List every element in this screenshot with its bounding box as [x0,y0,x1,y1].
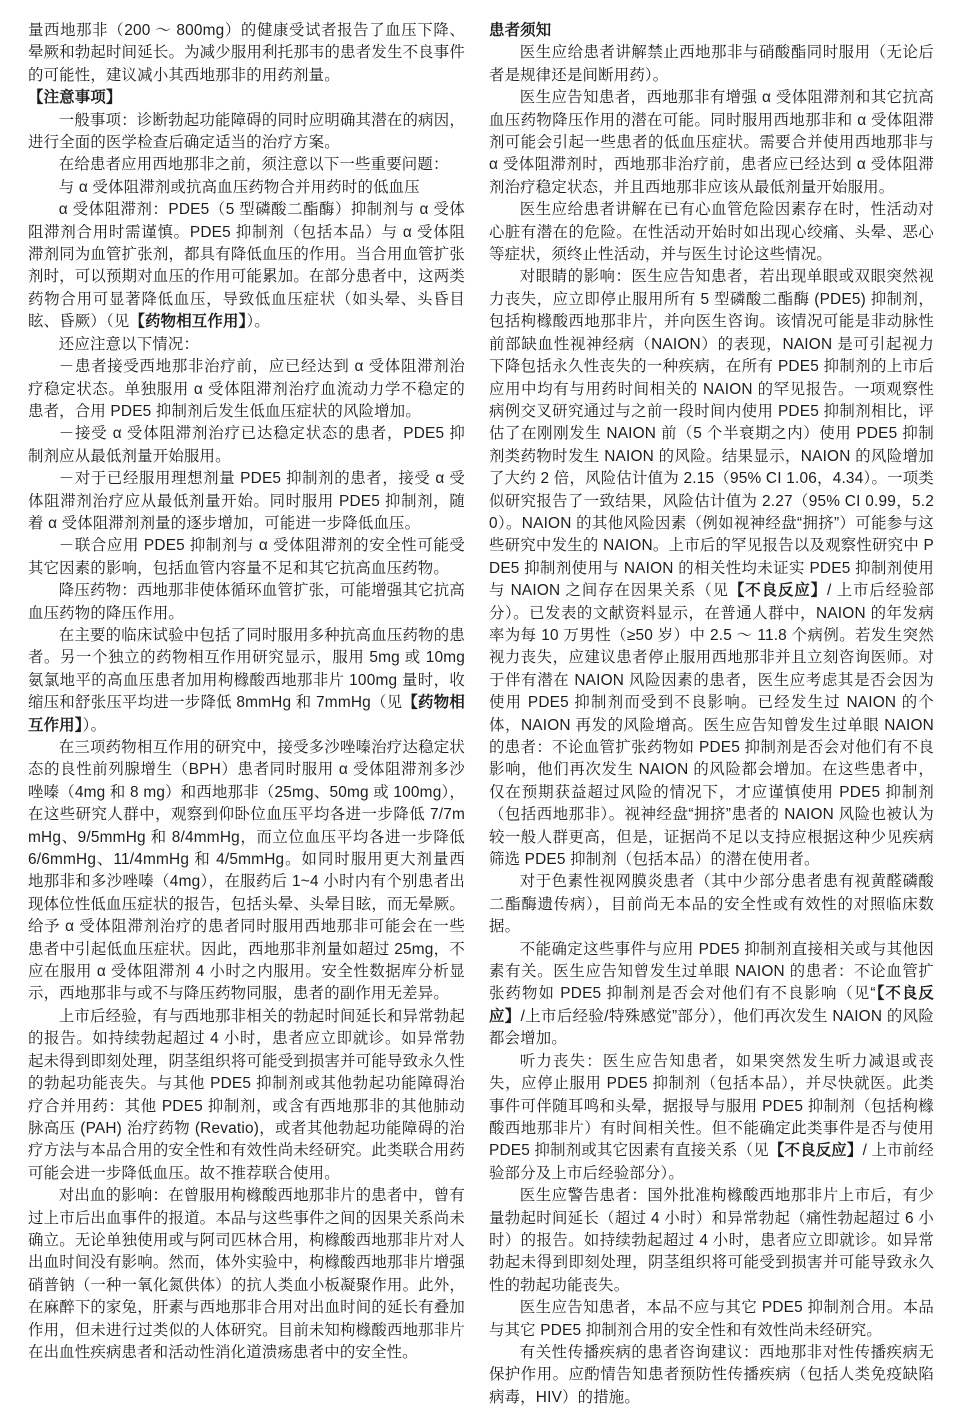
paragraph [489,1051,934,1185]
paragraph [489,42,934,87]
paragraph-text: 有关性传播疾病的患者咨询建议：西地那非对性传播疾病无保护作用。应酌情告知患者预防性传播疾病（包括人类免疫缺陷病毒，HIV）的措施。 [489,1343,934,1406]
paragraph [28,334,465,356]
paragraph-text: 不能确定这些事件与应用 PDE5 抑制剂直接相关或与其他因素有关。医生应告知曾发生过单眼 NAION 的患者：不论血管扩张药物如 PDE5 抑制剂是否会对他们有不良影响（见“ [489,940,934,1003]
paragraph-text: 医生应告知患者，本品不应与其它 PDE5 抑制剂合用。本品与其它 PDE5 抑制剂合用的安全性和有效性尚未经研究。 [489,1299,934,1339]
paragraph [489,199,934,266]
paragraph [28,110,465,155]
paragraph-group-precautions [28,110,465,1365]
paragraph [28,177,465,199]
bold-cross-reference: 【药物相互作用】 [129,313,247,331]
paragraph-text: 在给患者应用西地那非之前，须注意以下一些重要问题： [58,156,449,174]
paragraph [489,266,934,871]
paragraph [28,154,465,176]
bold-cross-reference: 【不良反应】 [728,582,827,600]
paragraph-text: 量西地那非（200 ～ 800mg）的健康受试者报告了血压下降、晕厥和勃起时间延长。为减少服用利托那韦的患者发生不良事件的可能性，建议减小其西地那非的用药剂量。 [28,22,465,84]
paragraph-text: －接受 α 受体阻滞剂治疗已达稳定状态的患者，PDE5 抑制剂应从最低剂量开始服用。 [28,425,465,465]
paragraph-text: α 受体阻滞剂：PDE5（5 型磷酸二酯酶）抑制剂与 α 受体阻滞剂合用时需谨慎。PDE5 抑制剂（包括本品）与 α 受体阻滞剂同为血管扩张剂，都具有降低血压的作用。当合用血管扩张剂时，可以预期对血压的作用可能累加。在部分患者中，这两类药物合用可显著降低血压，导致低血压症状（如头晕、头昏目眩、昏厥）（见 [28,201,465,331]
paragraph-text: /上市后经验/特殊感觉”部分），他们再次发生 NAION 的风险都会增加。 [489,1007,934,1048]
paragraph [489,939,934,1051]
section-heading-patient-information: 患者须知 [489,22,552,39]
paragraph-text: 医生应给患者讲解禁止西地那非与硝酸酯同时服用（无论后者是规律还是间断用药）。 [489,44,934,84]
paragraph [489,87,934,199]
paragraph [28,20,465,87]
paragraph [28,1006,465,1185]
paragraph-text: 对于色素性视网膜炎患者（其中少部分患者患有视黄醛磷酸二酯酶遗传病），目前尚无本品的安全性或有效性的对照临床数据。 [489,873,934,936]
paragraph-text: 一般事项：诊断勃起功能障碍的同时应明确其潜在的病因，进行全面的医学检查后确定适当的治疗方案。 [28,111,465,152]
paragraph [28,1185,465,1364]
paragraph [28,580,465,625]
paragraph [28,737,465,1006]
paragraph-text: / 上市前经验部分及上市后经验部分）。 [489,1142,934,1182]
paragraph-text: 降压药物：西地那非使体循环血管扩张，可能增强其它抗高血压药物的降压作用。 [28,582,465,622]
paragraph-group-patient-information [489,42,934,1409]
paragraph [28,423,465,468]
bold-cross-reference: 【不良反应】 [489,985,934,1025]
paragraph-text: 与 α 受体阻滞剂或抗高血压药物合并用药时的低血压 [58,178,420,196]
bold-cross-reference: 【不良反应】 [768,1142,863,1160]
paragraph-text: 对眼睛的影响：医生应告知患者，若出现单眼或双眼突然视力丧失，应立即停止服用所有 5 型磷酸二酯酶 (PDE5) 抑制剂，包括枸橼酸西地那非片，并向医生咨询。该情况可能是非动脉性前部缺血性视神经病（NAION）的表现，NAION 是可引起视力下降包括永久性丧失的一种疾病，在所有 PDE5 抑制剂的上市后应用中均有与用药时间相关的 NAION 的罕见报告。一项观察性病例交叉研究通过与之前一段时间内使用 PDE5 抑制剂相比，评估了在刚刚发生 NAION 前（5 个半衰期之内）使用 PDE5 抑制剂类药物时发生 NAION 的风险。结果显示，NAION 的风险增加了大约 2 倍，风险估计值为 2.15（95% CI 1.06，4.34）。一项类似研究报告了一致结果，风险估计值为 2.27（95% CI 0.99，5.20）。NAION 的其他风险因素（例如视神经盘“拥挤”）可能参与这些研究中发生的 NAION。上市后的罕见报告以及观察性研究中 PDE5 抑制剂使用与 NAION 的相关性均未证实 PDE5 抑制剂使用与 NAION 之间存在因果关系（见 [489,268,934,600]
paragraph-text: －联合应用 PDE5 抑制剂与 α 受体阻滞剂的安全性可能受其它因素的影响，包括血管内容量不足和其它抗高血压药物。 [28,537,465,577]
section-heading-precautions: 【注意事项】 [28,89,122,107]
paragraph-text: 上市后经验，有与西地那非相关的勃起时间延长和异常勃起的报告。如持续勃起超过 4 小时，患者应立即就诊。如异常勃起未得到即刻处理，阴茎组织将可能受到损害并可能导致永久性的勃起功能丧失。与其他 PDE5 抑制剂或其他勃起功能障碍治疗合并用药：其他 PDE5 抑制剂，或含有西地那非的其他肺动脉高压 (PAH) 治疗药物 (Revatio)，或者其他勃起功能障碍的治疗方法与本品合用的安全性和有效性尚未经研究。此类联合用药可能会进一步降低血压。故不推荐联合使用。 [28,1007,465,1182]
paragraph-text: 还应注意以下情况： [58,335,200,353]
paragraph [489,1342,934,1409]
paragraph-text: 在主要的临床试验中包括了同时服用多种抗高血压药物的患者。另一个独立的药物相互作用研究显示，服用 5mg 或 10mg 氨氯地平的高血压患者加用枸橼酸西地那非片 100mg 量时，收缩压和舒张压平均进一步降低 8mmHg 和 7mmHg（见 [28,626,465,712]
paragraph-text: ）。 [82,716,107,734]
paragraph-text: ）。 [246,313,270,331]
paragraph-text: 在三项药物相互作用的研究中，接受多沙唑嗪治疗达稳定状态的良性前列腺增生（BPH）患者同时服用 α 受体阻滞剂多沙唑嗪（4mg 和 8 mg）和西地那非（25mg、50mg 或 100mg），在这些研究人群中，观察到仰卧位血压平均各进一步降低 7/7mmHg、9/5mmHg 和 8/4mmHg，而立位血压平均各进一步降低 6/6mmHg、11/4mmHg 和 4/5mmHg。如同时服用更大剂量西地那非和多沙唑嗪（4mg），在服药后 1~4 小时内有个别患者出现体位性低血压症状的报告，包括头晕、头晕目眩，而无晕厥。给予 α 受体阻滞剂治疗的患者同时服用西地那非可能会在一些患者中引起低血压症状。因此，西地那非剂量如超过 25mg，不应在服用 α 受体阻滞剂 4 小时之内服用。安全性数据库分析显示，西地那非与或不与降压药物同服，患者的副作用无差异。 [28,739,465,1003]
paragraph [28,356,465,423]
paragraph [28,625,465,737]
paragraph-text: 听力丧失：医生应告知患者，如果突然发生听力减退或丧失，应停止服用 PDE5 抑制剂（包括本品），并尽快就医。此类事件可伴随耳鸣和头晕，据报导与服用 PDE5 抑制剂（包括枸橼酸西地那非片）有时间相关性。但不能确定此类事件是否与使用 PDE5 抑制剂或其它因素有直接关系（见 [489,1052,934,1160]
paragraph [28,199,465,333]
left-column [28,20,465,1361]
paragraph-text: －对于已经服用理想剂量 PDE5 抑制剂的患者，接受 α 受体阻滞剂治疗应从最低剂量开始。同时服用 PDE5 抑制剂，随着 α 受体阻滞剂剂量的逐步增加，可能进一步降低血压。 [28,470,465,532]
paragraph-text: －患者接受西地那非治疗前，应已经达到 α 受体阻滞剂治疗稳定状态。单独服用 α 受体阻滞剂治疗血流动力学不稳定的患者，合用 PDE5 抑制剂后发生低血压症状的风险增加。 [28,358,465,420]
paragraph [489,1185,934,1297]
paragraph [28,535,465,580]
right-column [489,20,934,1406]
paragraph [28,468,465,535]
paragraph [489,1297,934,1342]
paragraph [489,871,934,938]
paragraph-text: 医生应给患者讲解在已有心血管危险因素存在时，性活动对心脏有潜在的危险。在性活动开始时如出现心绞痛、头晕、恶心等症状，须终止性活动，并与医生讨论这些情况。 [489,201,934,264]
paragraph-text: 医生应警告患者：国外批准枸橼酸西地那非片上市后，有少量勃起时间延长（超过 4 小时）和异常勃起（痛性勃起超过 6 小时）的报告。如持续勃起超过 4 小时，患者应立即就诊。如异常勃起未得到即刻处理，阴茎组织将可能受到损害并可能导致永久性的勃起功能丧失。 [489,1187,934,1294]
paragraph-text: / 上市后经验部分）。已发表的文献资料显示，在普通人群中，NAION 的年发病率为每 10 万男性（≥50 岁）中 2.5 ～ 11.8 个病例。若发生突然视力丧失，应建议患者停止服用西地那非并且立刻咨询医师。对于伴有潜在 NAION 风险因素的患者，医生应考虑其是否会因为使用 PDE5 抑制剂而受到不良影响。已经发生过 NAION 的个体，NAION 再发的风险增高。医生应告知曾发生过单眼 NAION 的患者：不论血管扩张药物如 PDE5 抑制剂是否会对他们有不良影响，他们再次发生 NAION 的风险都会增加。在这些患者中，仅在预期获益超过风险的情况下，才应谨慎使用 PDE5 抑制剂（包括西地那非）。视神经盘“拥挤”患者的 NAION 风险也被认为较一般人群更高，但是，证据尚不足以支持应根据这种少见疾病筛选 PDE5 抑制剂（包括本品）的潜在使用者。 [489,582,934,869]
bold-cross-reference: 【药物相互作用】 [28,694,465,734]
paragraph-text: 对出血的影响：在曾服用枸橼酸西地那非片的患者中，曾有过上市后出血事件的报道。本品与这些事件之间的因果关系尚未确立。无论单独使用或与阿司匹林合用，枸橼酸西地那非片对人出血时间没有影响。然而，体外实验中，枸橼酸西地那非片增强硝普钠（一种一氧化氮供体）的抗人类血小板凝聚作用。此外，在麻醉下的家兔，肝素与西地那非合用对出血时间的延长有叠加作用，但未进行过类似的人体研究。目前未知枸橼酸西地那非片在出血性疾病患者和活动性消化道溃疡患者中的安全性。 [28,1187,465,1361]
paragraph-text: 医生应告知患者，西地那非有增强 α 受体阻滞剂和其它抗高血压药物降压作用的潜在可能。同时服用西地那非和 α 受体阻滞剂可能会引起一些患者的低血压症状。需要合并使用西地那非与 α 受体阻滞剂时，西地那非治疗前，患者应已经达到 α 受体阻滞剂治疗稳定状态，并且西地那非应该从最低剂量开始服用。 [489,89,934,196]
paragraph-group-intro [28,20,465,87]
